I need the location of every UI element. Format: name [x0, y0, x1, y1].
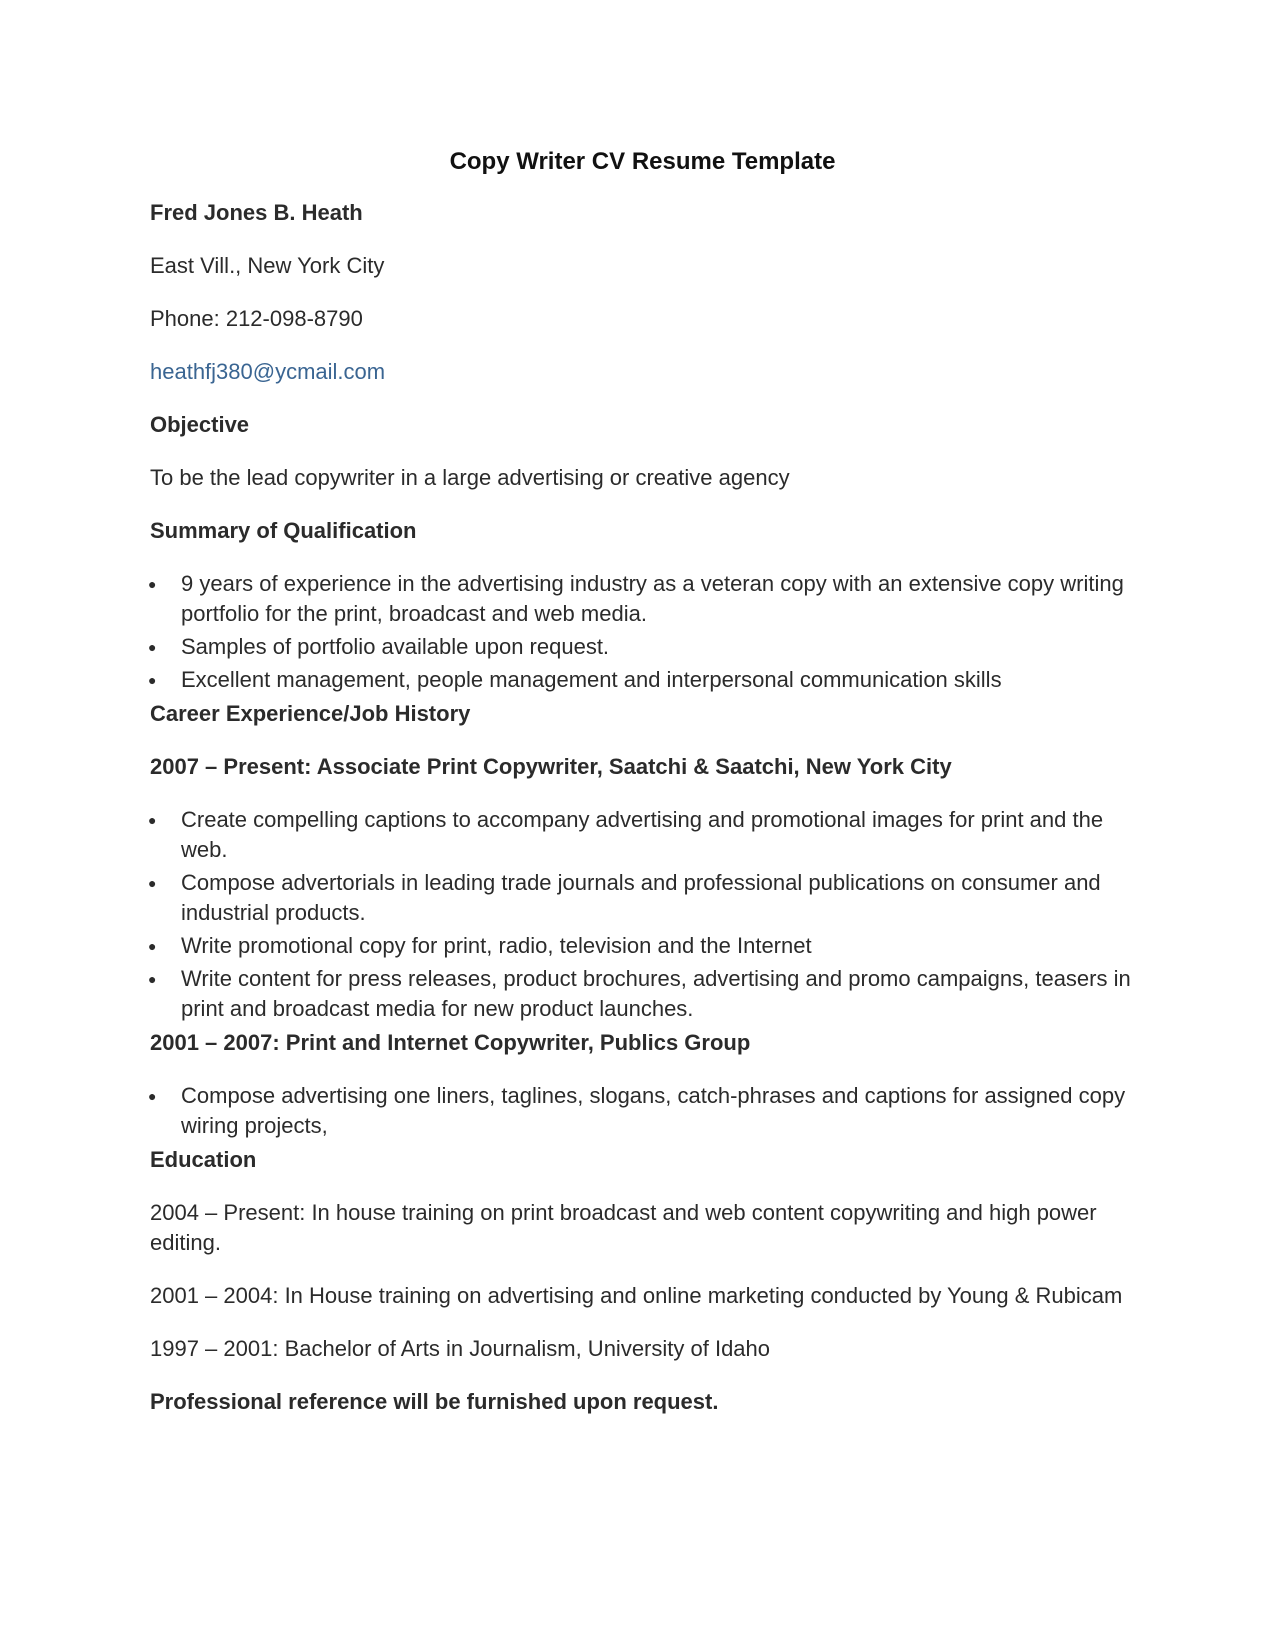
list-item [150, 569, 1135, 629]
address-line: East Vill., New York City [150, 253, 385, 278]
bullet-icon: ● [148, 576, 157, 592]
list-item [150, 805, 1135, 865]
list-item-text: Samples of portfolio available upon request. [181, 634, 610, 659]
list-item [150, 665, 1135, 695]
bullet-icon: ● [148, 672, 157, 688]
candidate-name: Fred Jones B. Heath [150, 200, 363, 225]
education-heading: Education [150, 1147, 257, 1172]
list-item-text: Create compelling captions to accompany advertising and promotional images for print and the web. [181, 807, 1104, 862]
objective-text: To be the lead copywriter in a large advertising or creative agency [150, 465, 790, 490]
list-item-text: Write content for press releases, product brochures, advertising and promo campaigns, teasers in print and broadcast media for new product launches. [181, 966, 1131, 1021]
list-item [150, 964, 1135, 1024]
job-title: 2001 – 2007: Print and Internet Copywriter, Publics Group [150, 1030, 751, 1055]
summary-heading: Summary of Qualification [150, 518, 417, 543]
bullet-icon: ● [148, 639, 157, 655]
summary-list [150, 569, 1135, 695]
bullet-icon: ● [148, 812, 157, 828]
list-item [150, 931, 1135, 961]
education-entry: 1997 – 2001: Bachelor of Arts in Journalism, University of Idaho [150, 1336, 771, 1361]
objective-heading: Objective [150, 412, 250, 437]
list-item-text: Compose advertising one liners, taglines, slogans, catch-phrases and captions for assigned copy wiring projects, [181, 1083, 1126, 1138]
document-title: Copy Writer CV Resume Template [449, 148, 836, 175]
email-link[interactable]: heathfj380@ycmail.com [150, 359, 386, 384]
education-entry: 2001 – 2004: In House training on advertising and online marketing conducted by Young & Rubicam [150, 1283, 1123, 1308]
job-duties-list [150, 805, 1135, 1024]
list-item [150, 632, 1135, 662]
job-title: 2007 – Present: Associate Print Copywriter, Saatchi & Saatchi, New York City [150, 754, 952, 779]
list-item-text: 9 years of experience in the advertising industry as a veteran copy with an extensive copy writing portfolio for the print, broadcast and web media. [181, 571, 1124, 626]
education-entry: 2004 – Present: In house training on print broadcast and web content copywriting and high power editing. [150, 1200, 1097, 1255]
list-item-text: Excellent management, people management and interpersonal communication skills [181, 667, 1002, 692]
job-duties-list [150, 1081, 1135, 1141]
bullet-icon: ● [148, 1088, 157, 1104]
bullet-icon: ● [148, 938, 157, 954]
list-item [150, 868, 1135, 928]
career-heading: Career Experience/Job History [150, 701, 471, 726]
bullet-icon: ● [148, 971, 157, 987]
list-item-text: Compose advertorials in leading trade journals and professional publications on consumer and industrial products. [181, 870, 1101, 925]
list-item [150, 1081, 1135, 1141]
bullet-icon: ● [148, 875, 157, 891]
phone-line: Phone: 212-098-8790 [150, 306, 363, 331]
list-item-text: Write promotional copy for print, radio, television and the Internet [181, 933, 812, 958]
closing-statement: Professional reference will be furnished upon request. [150, 1389, 719, 1414]
